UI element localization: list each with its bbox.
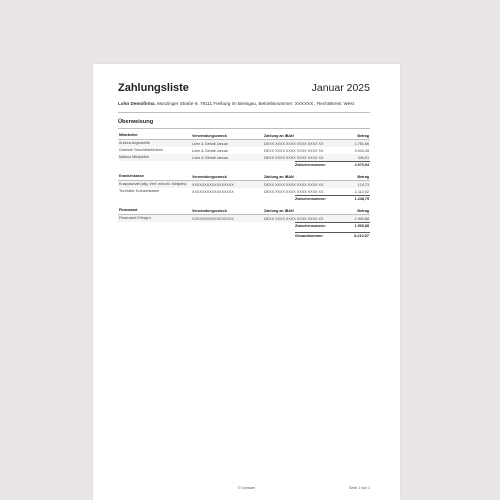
table-header [118,132,370,140]
column-header: Betrag [357,133,369,138]
table-cell: Andrea Angestellte [119,141,150,146]
grand-total-label: Gesamtsumme: [295,232,343,238]
column-header: Verwendungszweck [192,133,227,138]
subtotal-label: Zwischensumme: [295,195,343,201]
company-name: Lohn Demofirma [118,101,155,106]
subtotal-row [118,195,370,201]
column-header: Zahlung an IBAN [264,133,294,138]
table-cell: Lohn & Gehalt Januar [192,155,228,160]
title-row [118,82,370,94]
table-cell: XXXXXXXXXXXXXXXXX [192,182,234,187]
table-cell: DEXX XXXX XXXX XXXX XXXX XX [264,141,324,146]
column-header: Betrag [357,208,369,213]
subtotal-row [118,161,370,167]
subtotal-value: 4.070,94 [343,161,370,167]
company-details: , Munzinger Straße 9, 79111 Freiburg im Breisgau, Betriebsnummer: XXXXXX , Rechtskreis: West [154,101,354,106]
column-header: Betrag [357,174,369,179]
table-cell: DEXX XXXX XXXX XXXX XXXX XX [264,155,324,160]
table-header [118,207,370,215]
grand-total-value: 8.210,57 [343,232,370,238]
table-cell: Lohn & Gehalt Januar [192,141,228,146]
document-title: Zahlungsliste [118,82,189,94]
table-row [118,140,370,147]
payment-group [118,132,370,167]
table-header [118,173,370,181]
footer-copyright: © Lexware [237,486,256,490]
table-cell: Lohn & Gehalt Januar [192,148,228,153]
table-row [118,215,370,222]
section-title: Überweisung [118,119,370,129]
table-cell: Techniker Krankenkasse [119,189,160,194]
subtotal-value: 1.238,75 [343,195,370,201]
table-cell: Knappschaft (allg. Verf. einschl. Minijobs) [119,182,187,187]
payment-group [118,173,370,201]
subtotal-label: Zwischensumme: [295,161,343,167]
column-header: Mitarbeiter [119,133,138,138]
column-header: Zahlung an IBAN [264,174,294,179]
table-cell: Markus Minijobber [119,155,150,160]
table-cell: DEXX XXXX XXXX XXXX XXXX XX [264,189,324,194]
subtotal-label: Zwischensumme: [295,222,343,228]
table-cell: DEXX XXXX XXXX XXXX XXXX XX [264,182,324,187]
subtotal-row [118,222,370,228]
column-header: Verwendungszweck [192,208,227,213]
subtotal-value: 1.900,88 [343,222,370,228]
table-cell: Gabriele Geschäftsführerin [119,148,164,153]
table-row [118,181,370,188]
table-cell: XXXXXXXXXXXXXXXXX [192,216,234,221]
table-cell: 124,73 [357,182,369,187]
column-header: Verwendungszweck [192,174,227,179]
table-cell: DEXX XXXX XXXX XXXX XXXX XX [264,216,324,221]
table-cell: 345,51 [357,155,369,160]
payment-group [118,207,370,228]
payment-groups [118,132,370,228]
document-month: Januar 2025 [311,82,370,94]
table-cell: 1.781,66 [354,141,369,146]
column-header: Zahlung an IBAN [264,208,294,213]
table-cell: 1.900,88 [354,216,369,221]
table-row [118,154,370,161]
table-cell: XXXXXXXXXXXXXXXXX [192,189,234,194]
table-cell: DEXX XXXX XXXX XXXX XXXX XX [264,148,324,153]
column-header: Krankenkasse [119,174,145,179]
column-header: Finanzamt [119,208,138,213]
table-cell: 3.943,45 [354,148,369,153]
document-page [93,64,400,500]
table-row [118,188,370,195]
table-cell: Finanzamt Ehingen [119,216,151,221]
table-cell: 1.114,02 [354,189,369,194]
table-row [118,147,370,154]
company-info [118,101,370,113]
footer-page-number: Seite 1 von 1 [349,486,370,490]
grand-total [118,232,370,238]
